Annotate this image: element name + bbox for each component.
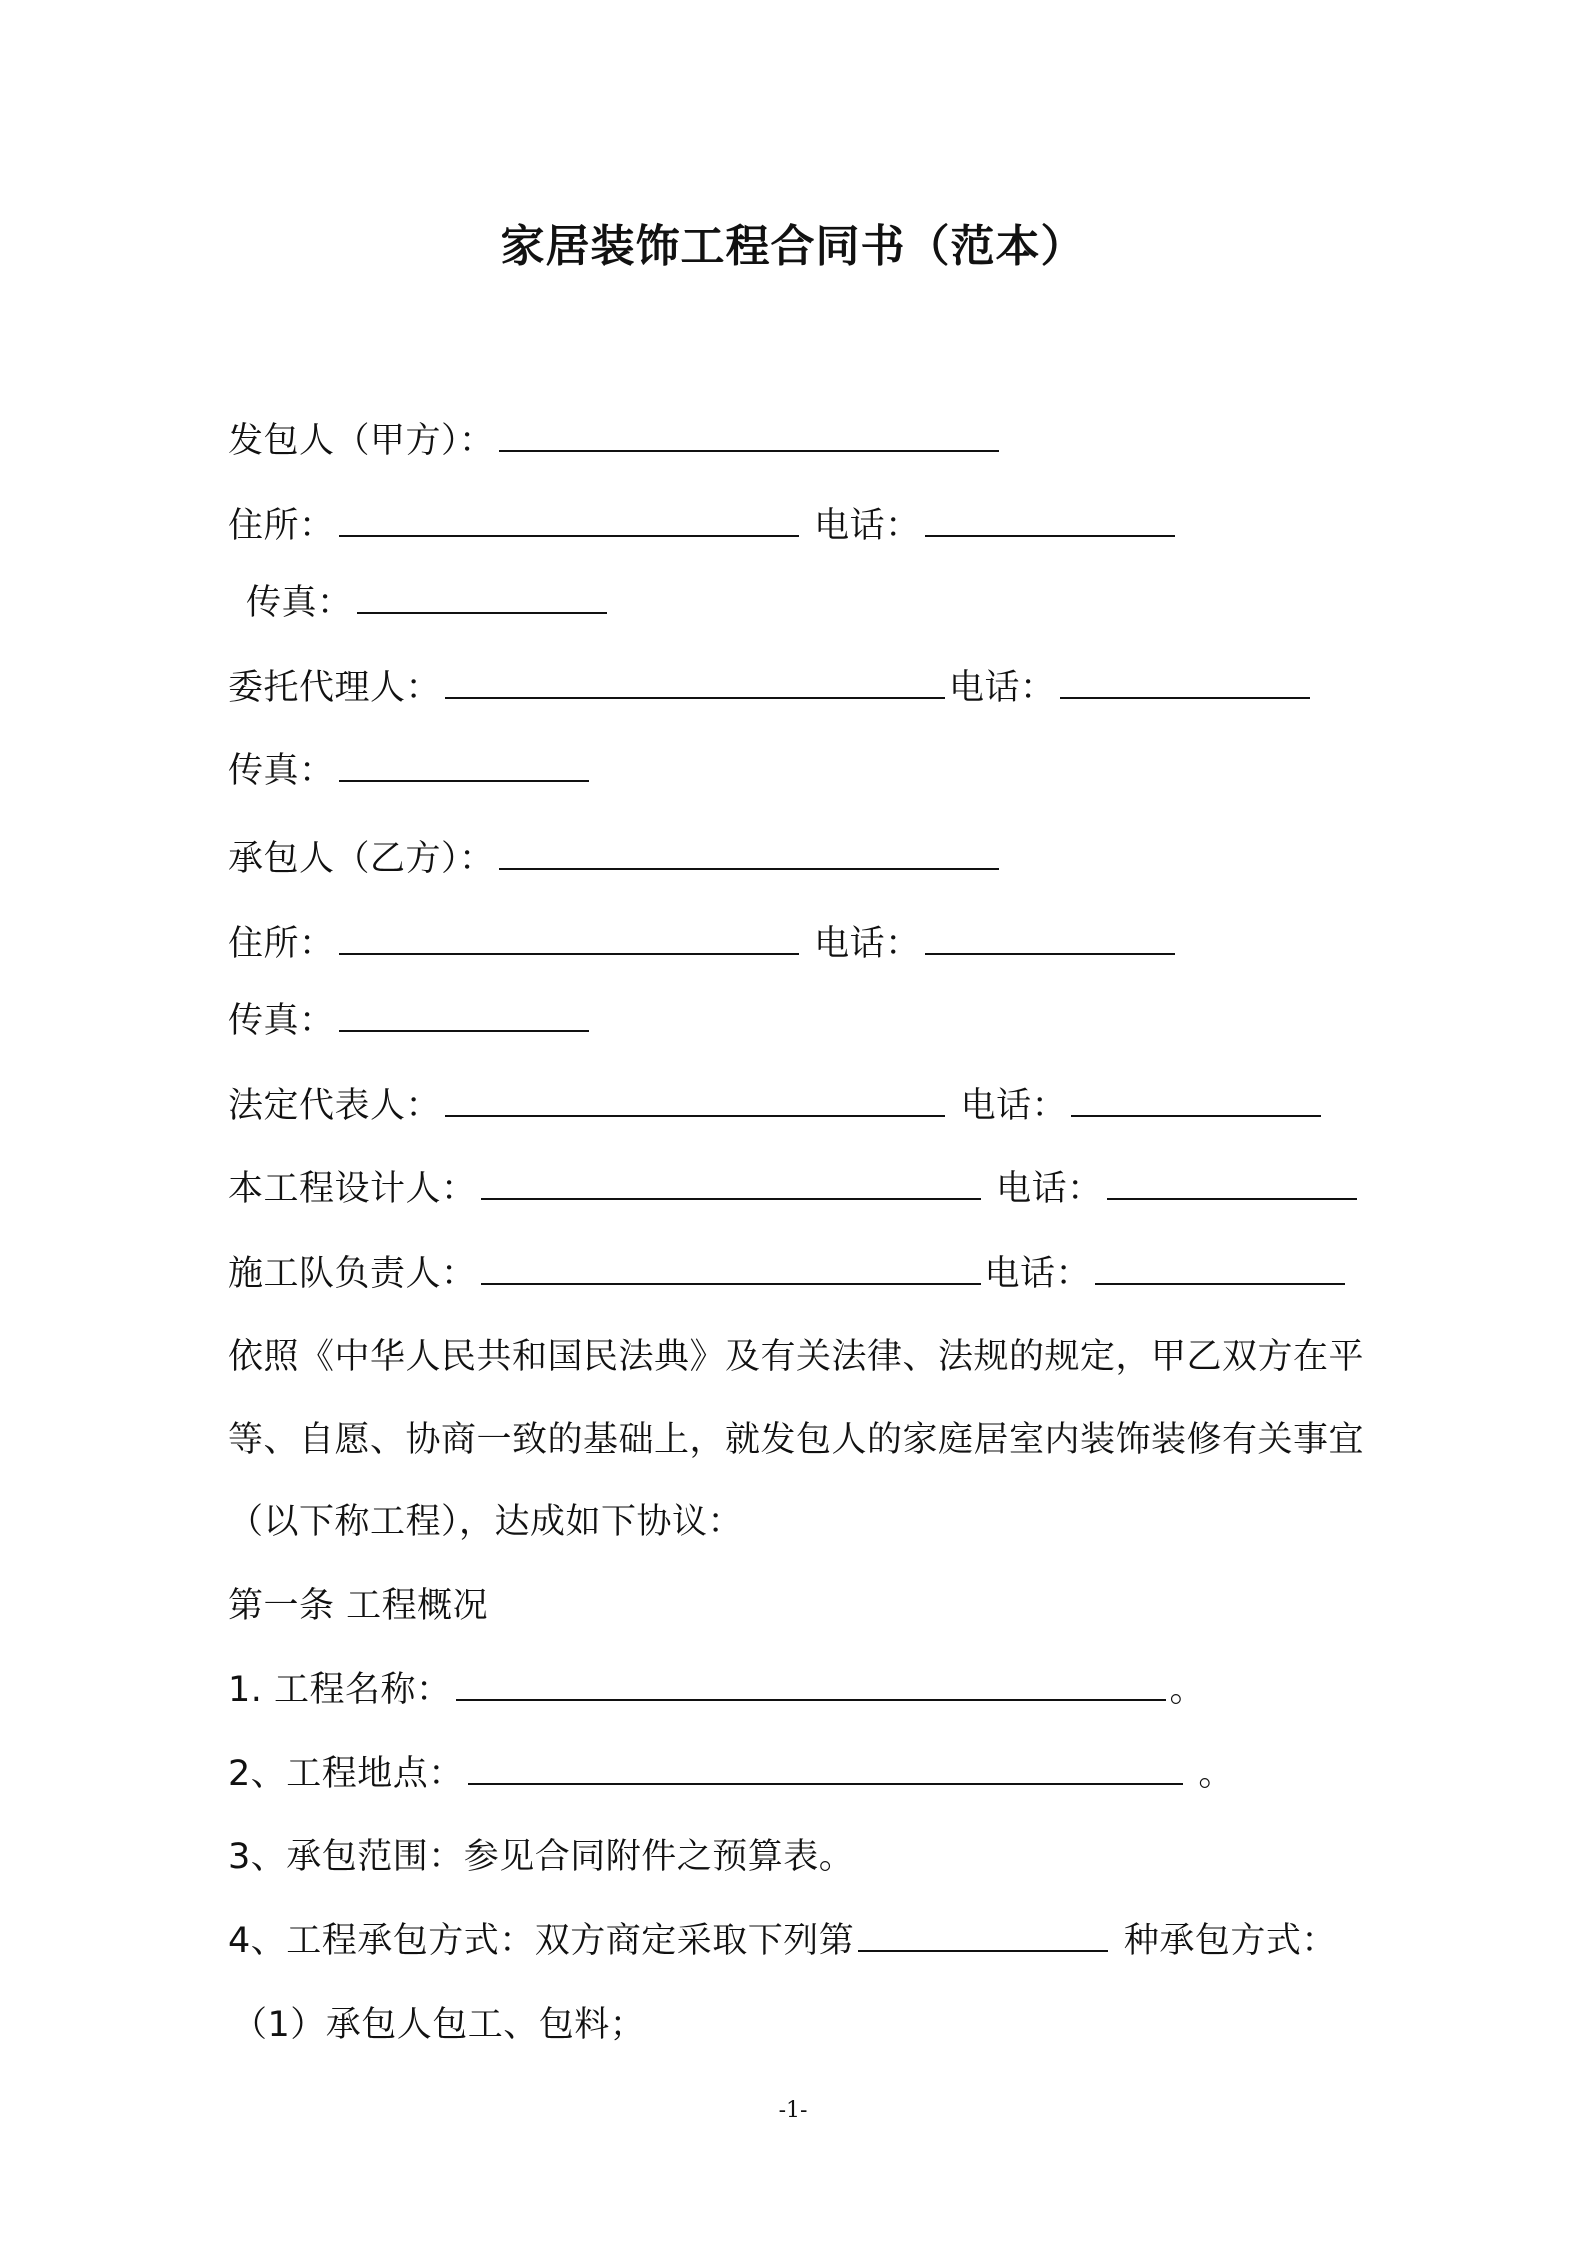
page-number: -1- [778, 2098, 808, 2123]
item-3-line: 3、承包范围：参见合同附件之预算表。 [228, 1837, 855, 1877]
b-address-line [228, 921, 1179, 967]
agent-fax-label: 传真： [228, 751, 335, 791]
party-b-label: 承包人（乙方）： [228, 839, 495, 879]
team-leader-phone-blank[interactable] [1095, 1253, 1345, 1285]
item-1-end: 。 [1169, 1670, 1206, 1710]
team-leader-label: 施工队负责人： [228, 1254, 477, 1294]
b-fax-blank[interactable] [339, 1000, 589, 1032]
legal-rep-label: 法定代表人： [228, 1086, 442, 1126]
team-leader-line [228, 1251, 1349, 1297]
legal-rep-phone-blank[interactable] [1071, 1085, 1321, 1117]
preamble-line-1: 依照《中华人民共和国民法典》及有关法律、法规的规定，甲乙双方在平 [228, 1337, 1365, 1377]
sub-item-1-line: （1）承包人包工、包料； [232, 2005, 646, 2045]
agent-label: 委托代理人： [228, 668, 442, 708]
a-fax-label: 传真： [246, 583, 353, 623]
item-1-line [228, 1667, 1205, 1713]
agent-line [228, 665, 1314, 711]
project-location-blank[interactable] [468, 1753, 1183, 1785]
a-phone-label: 电话： [814, 506, 921, 546]
designer-phone-blank[interactable] [1107, 1168, 1357, 1200]
contract-method-blank[interactable] [858, 1920, 1108, 1952]
party-a-blank[interactable] [499, 420, 999, 452]
item-2-line [228, 1751, 1234, 1797]
designer-phone-label: 电话： [996, 1169, 1103, 1209]
agent-fax-blank[interactable] [339, 750, 589, 782]
legal-rep-line [228, 1083, 1325, 1129]
agent-phone-label: 电话： [949, 668, 1056, 708]
b-phone-blank[interactable] [925, 923, 1175, 955]
party-a-label: 发包人（甲方）： [228, 421, 495, 461]
a-phone-blank[interactable] [925, 505, 1175, 537]
b-address-label: 住所： [228, 924, 335, 964]
a-address-label: 住所： [228, 506, 335, 546]
item-2-end: 。 [1186, 1754, 1234, 1794]
item-4-end: 种承包方式： [1112, 1921, 1337, 1961]
team-leader-phone-label: 电话： [984, 1254, 1092, 1294]
agent-blank[interactable] [445, 667, 945, 699]
article-1-heading: 第一条 工程概况 [228, 1586, 489, 1626]
a-fax-blank[interactable] [357, 582, 607, 614]
team-leader-blank[interactable] [481, 1253, 981, 1285]
designer-line [228, 1166, 1361, 1212]
agent-phone-blank[interactable] [1060, 667, 1310, 699]
legal-rep-phone-label: 电话： [960, 1086, 1068, 1126]
party-b-line [228, 836, 1003, 882]
b-phone-label: 电话： [814, 924, 921, 964]
document-title: 家居装饰工程合同书（范本） [500, 221, 1086, 272]
a-address-blank[interactable] [339, 505, 799, 537]
party-b-blank[interactable] [499, 838, 999, 870]
a-address-line [228, 503, 1179, 549]
legal-rep-blank[interactable] [445, 1085, 945, 1117]
b-fax-line [228, 998, 593, 1044]
item-4-line [228, 1918, 1337, 1964]
designer-blank[interactable] [481, 1168, 981, 1200]
item-4-label: 4、工程承包方式：双方商定采取下列第 [228, 1921, 855, 1961]
preamble-line-2: 等、自愿、协商一致的基础上，就发包人的家庭居室内装饰装修有关事宜 [228, 1420, 1365, 1460]
project-name-blank[interactable] [456, 1669, 1166, 1701]
item-2-label: 2、工程地点： [228, 1754, 464, 1794]
a-fax-line [246, 580, 611, 626]
b-address-blank[interactable] [339, 923, 799, 955]
agent-fax-line [228, 748, 593, 794]
party-a-line [228, 418, 1003, 464]
designer-label: 本工程设计人： [228, 1169, 477, 1209]
item-1-label: 1. 工程名称： [228, 1670, 452, 1710]
b-fax-label: 传真： [228, 1001, 335, 1041]
preamble-line-3: （以下称工程），达成如下协议： [228, 1502, 744, 1542]
